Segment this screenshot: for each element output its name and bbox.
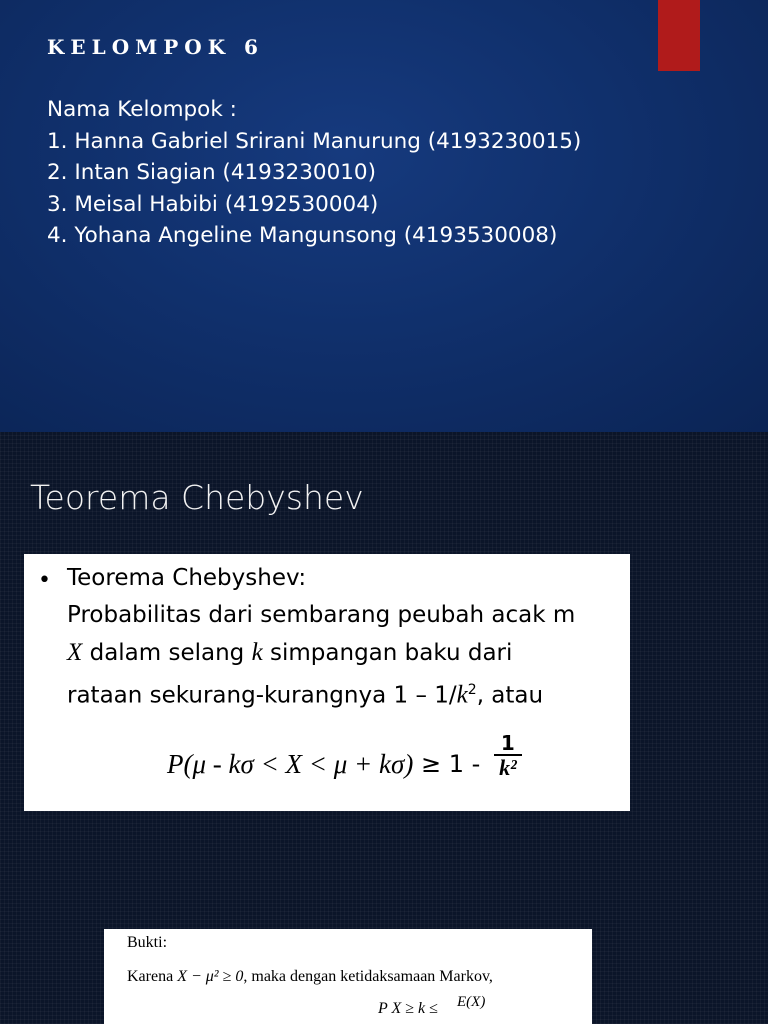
text-run: dalam selang bbox=[82, 640, 252, 666]
math-var: X bbox=[67, 639, 83, 666]
text-run: Karena bbox=[127, 968, 178, 985]
theorem-label: Teorema Chebyshev: bbox=[67, 565, 307, 591]
text-run: , maka dengan ketidaksamaan Markov, bbox=[243, 968, 493, 985]
proof-line bbox=[378, 994, 486, 1018]
exponent: 2 bbox=[467, 682, 477, 698]
math-numerator: E(X) bbox=[457, 994, 486, 1010]
proof-box bbox=[104, 929, 592, 1024]
member-item: 4. Yohana Angeline Mangunsong (4193530008) bbox=[47, 223, 558, 248]
theorem-line: Probabilitas dari sembarang peubah acak m bbox=[67, 602, 576, 628]
slide-proof bbox=[0, 868, 768, 1024]
slide-title: Teorema Chebyshev bbox=[30, 478, 364, 517]
slide-chebyshev-theorem bbox=[0, 432, 768, 868]
text-run: , atau bbox=[476, 682, 544, 709]
chebyshev-formula bbox=[167, 731, 522, 788]
red-accent-bar bbox=[658, 0, 700, 71]
slide-group-members bbox=[0, 0, 768, 432]
math-expression: P X ≥ k ≤ bbox=[378, 1000, 438, 1017]
formula-left: P(μ - kσ < X < μ + kσ) bbox=[167, 748, 414, 779]
members-heading: Nama Kelompok : bbox=[47, 97, 237, 122]
math-var: k bbox=[251, 639, 263, 666]
theorem-line bbox=[67, 634, 575, 672]
theorem-box bbox=[24, 554, 630, 811]
theorem-text bbox=[67, 560, 575, 715]
fraction bbox=[494, 732, 522, 780]
fraction-denominator: k² bbox=[499, 755, 517, 780]
member-item: 2. Intan Siagian (4193230010) bbox=[47, 160, 376, 185]
members-block bbox=[47, 94, 581, 252]
formula-relation: ≥ 1 - bbox=[413, 750, 488, 778]
text-run: rataan sekurang-kurangnya 1 – 1/ bbox=[67, 682, 457, 709]
bullet-icon: • bbox=[38, 568, 51, 593]
math-var: k bbox=[456, 681, 468, 709]
proof-heading: Bukti: bbox=[127, 934, 168, 951]
proof-line bbox=[127, 968, 493, 986]
theorem-line bbox=[67, 672, 575, 715]
member-item: 3. Meisal Habibi (4192530004) bbox=[47, 191, 379, 217]
group-title: KELOMPOK 6 bbox=[47, 35, 264, 59]
math-expression: X − μ² ≥ 0 bbox=[177, 968, 244, 985]
member-item: 1. Hanna Gabriel Srirani Manurung (4193230015) bbox=[47, 128, 582, 154]
fraction-numerator: 1 bbox=[500, 731, 515, 755]
text-run: simpangan baku dari bbox=[262, 640, 513, 666]
